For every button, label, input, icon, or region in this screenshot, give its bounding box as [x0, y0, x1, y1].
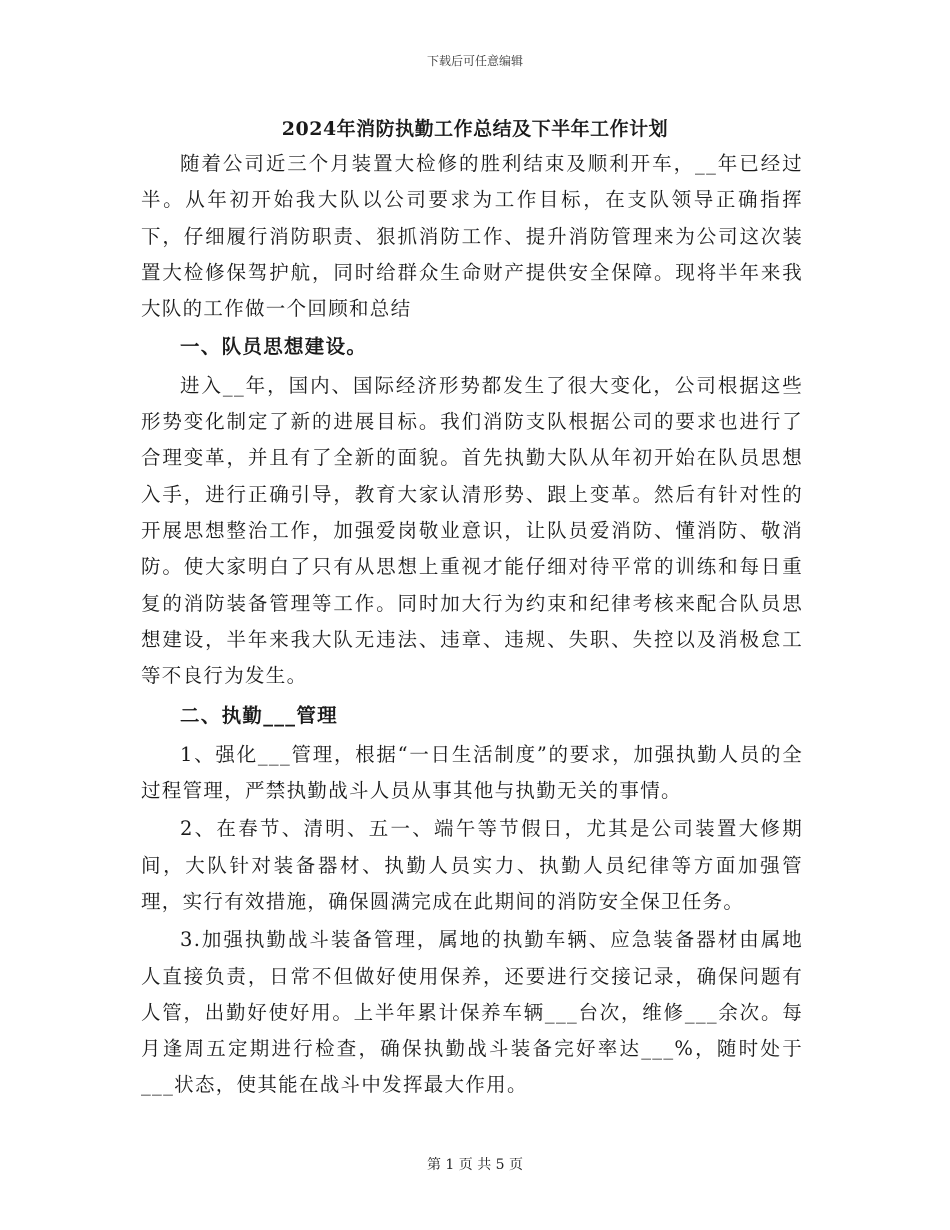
header-note: 下载后可任意编辑 — [426, 54, 523, 68]
page-footer: 第 1 页 共 5 页 — [426, 1157, 524, 1173]
section-2-item-1: 1、强化___管理，根据“一日生活制度”的要求，加强执勤人员的全过程管理，严禁执勤战斗人员从事其他与执勤无关的事情。 — [141, 742, 803, 803]
section-1-heading: 一、队员思想建设。 — [180, 335, 368, 359]
section-2-heading: 二、执勤___管理 — [180, 704, 338, 728]
document-title: 2024年消防执勤工作总结及下半年工作计划 — [281, 118, 669, 140]
section-2-item-3: 3.加强执勤战斗装备管理，属地的执勤车辆、应急装备器材由属地人直接负责，日常不但做好使用保养，还要进行交接记录，确保问题有人管，出勤好使好用。上半年累计保养车辆___台次，维修___余次。每月逢周五定期进行检查，确保执勤战斗装备完好率达___%，随时处于___状态，使其能在战斗中发挥最大作用。 — [141, 928, 803, 1097]
document-body — [141, 146, 803, 1104]
section-2-item-2: 2、在春节、清明、五一、端午等节假日，尤其是公司装置大修期间，大队针对装备器材、执勤人员实力、执勤人员纪律等方面加强管理，实行有效措施，确保圆满完成在此期间的消防安全保卫任务。 — [141, 817, 803, 913]
intro-paragraph: 随着公司近三个月装置大检修的胜利结束及顺利开车，__年已经过半。从年初开始我大队以公司要求为工作目标，在支队领导正确指挥下，仔细履行消防职责、狠抓消防工作、提升消防管理来为公司这次装置大检修保驾护航，同时给群众生命财产提供安全保障。现将半年来我大队的工作做一个回顾和总结 — [141, 152, 803, 321]
section-1-paragraph: 进入__年，国内、国际经济形势都发生了很大变化，公司根据这些形势变化制定了新的进展目标。我们消防支队根据公司的要求也进行了合理变革，并且有了全新的面貌。首先执勤大队从年初开始在队员思想入手，进行正确引导，教育大家认清形势、跟上变革。然后有针对性的开展思想整治工作，加强爱岗敬业意识，让队员爱消防、懂消防、敬消防。使大家明白了只有从思想上重视才能仔细对待平常的训练和每日重复的消防装备管理等工作。同时加大行为约束和纪律考核来配合队员思想建设，半年来我大队无违法、违章、违规、失职、失控以及消极怠工等不良行为发生。 — [141, 373, 803, 688]
